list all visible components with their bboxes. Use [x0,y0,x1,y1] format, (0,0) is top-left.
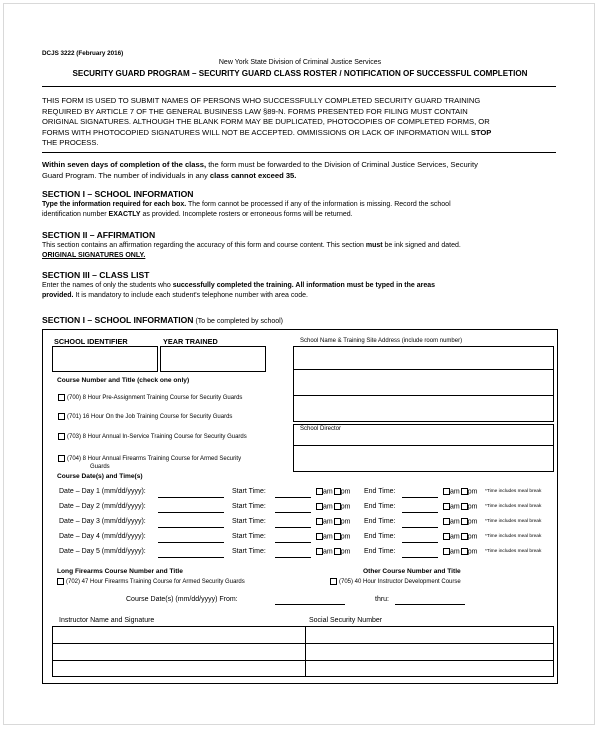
checkbox[interactable] [334,503,341,510]
meal-note: *Time includes meal break [485,504,542,509]
day-label: Date – Day 1 (mm/dd/yyyy): [59,488,146,495]
end-time-label: End Time: [364,518,396,525]
thru-label: thru: [375,596,390,603]
course-option-704-cont: Guards [90,464,110,470]
from-date-field[interactable] [275,604,345,605]
course-option-703[interactable]: (703) 8 Hour Annual In-Service Training Course for Security Guards [58,433,247,440]
meal-note: *Time includes meal break [485,519,542,524]
end-ampm[interactable]: am pm [443,518,477,525]
start-time-label: Start Time: [232,503,266,510]
column-divider [305,627,306,676]
checkbox[interactable] [443,503,450,510]
day-label: Date – Day 5 (mm/dd/yyyy): [59,548,146,555]
checkbox[interactable] [58,455,65,462]
section-3-text: Enter the names of only the students who successfully completed the training. All information must be typed in the areas provided. It is mandatory to include each student's telephone number with area code. [42,282,436,299]
field-divider [294,395,553,396]
section-3-heading: SECTION III – CLASS LIST [42,270,150,280]
course-dates-from-label: Course Date(s) (mm/dd/yyyy) From: [126,596,238,603]
form-title: SECURITY GUARD PROGRAM – SECURITY GUARD CLASS ROSTER / NOTIFICATION OF SUCCESSFUL COMPLETION [72,69,528,78]
start-ampm[interactable]: am pm [316,503,350,510]
other-course-title: Other Course Number and Title [363,568,461,575]
end-time-label: End Time: [364,503,396,510]
checkbox[interactable] [334,548,341,555]
day-date-field[interactable] [158,497,224,498]
checkbox[interactable] [443,533,450,540]
checkbox[interactable] [334,488,341,495]
end-time-field[interactable] [402,497,438,498]
course-option-700[interactable]: (700) 8 Hour Pre-Assignment Training Course for Security Guards [58,394,242,401]
checkbox[interactable] [443,548,450,555]
section-1-text: Type the information required for each box. The form cannot be processed if any of the information is missing. Record the school identification number EXACTLY as provided. Incomplete rosters or erroneous forms will be returned. [42,201,451,218]
day-label: Date – Day 2 (mm/dd/yyyy): [59,503,146,510]
intro-line: ORIGINAL SIGNATURES. ALTHOUGH THE BLANK FORM MAY BE DUPLICATED, PHOTOCOPIES OF COMPLETED FORMS, OR [42,117,490,127]
course-dates-label: Course Date(s) and Time(s) [57,473,143,480]
start-ampm[interactable]: am pm [316,488,350,495]
start-time-label: Start Time: [232,548,266,555]
checkbox[interactable] [58,433,65,440]
deadline-paragraph: Within seven days of completion of the class, the form must be forwarded to the Division of Criminal Justice Services, Security Guard Program. The number of individuals in any class cannot exceed 35. [42,160,478,180]
row-divider [53,660,553,661]
start-ampm[interactable]: am pm [316,533,350,540]
school-director-label: School Director [300,426,342,432]
ssn-label: Social Security Number [309,617,383,624]
year-trained-label: YEAR TRAINED [163,337,218,346]
day-label: Date – Day 3 (mm/dd/yyyy): [59,518,146,525]
school-identifier-field[interactable] [52,346,158,372]
intro-line: FORMS WITH PHOTOCOPIED SIGNATURES WILL NOT BE ACCEPTED. OMMISSIONS OR LACK OF INFORMATION WILL STOP [42,127,492,137]
end-time-field[interactable] [402,557,438,558]
checkbox[interactable] [57,578,64,585]
checkbox[interactable] [461,503,468,510]
checkbox[interactable] [58,394,65,401]
start-ampm[interactable]: am pm [316,518,350,525]
instructor-table [52,626,554,677]
start-time-field[interactable] [275,527,311,528]
school-name-field[interactable] [293,346,554,422]
end-time-field[interactable] [402,542,438,543]
meal-note: *Time includes meal break [485,534,542,539]
start-time-label: Start Time: [232,488,266,495]
end-time-field[interactable] [402,527,438,528]
form-id: DCJS 3222 (February 2016) [42,50,124,57]
start-time-field[interactable] [275,542,311,543]
checkbox[interactable] [461,533,468,540]
school-name-label: School Name & Training Site Address (include room number) [300,338,463,344]
checkbox[interactable] [316,533,323,540]
intro-line: REQUIRED BY ARTICLE 7 OF THE GENERAL BUSINESS LAW §89-N. FORMS PRESENTED FOR FILING MUST CONTAIN [42,106,468,116]
course-number-title-label: Course Number and Title (check one only) [57,377,190,384]
section-2-heading: SECTION II – AFFIRMATION [42,230,156,240]
end-ampm[interactable]: am pm [443,488,477,495]
agency-name: New York State Division of Criminal Justice Services [218,59,382,66]
intro-paragraph [42,96,562,149]
checkbox[interactable] [443,488,450,495]
field-divider [294,369,553,370]
field-divider [294,445,553,446]
long-firearms-option[interactable]: (702) 47 Hour Firearms Training Course for Armed Security Guards [57,578,245,585]
end-time-label: End Time: [364,533,396,540]
checkbox[interactable] [330,578,337,585]
course-option-701[interactable]: (701) 16 Hour On the Job Training Course for Security Guards [58,413,232,420]
school-identifier-label: SCHOOL IDENTIFIER [54,337,128,346]
instructor-label: Instructor Name and Signature [59,617,155,624]
section-2-text: This section contains an affirmation regarding the accuracy of this form and course content. This section must be ink signed and dated. ORIGINAL SIGNATURES ONLY. [42,242,461,259]
start-time-field[interactable] [275,497,311,498]
section-1-heading: SECTION I – SCHOOL INFORMATION [42,189,194,199]
day-date-field[interactable] [158,527,224,528]
long-firearms-title: Long Firearms Course Number and Title [57,568,183,575]
checkbox[interactable] [58,413,65,420]
start-ampm[interactable]: am pm [316,548,350,555]
checkbox[interactable] [334,533,341,540]
start-time-label: Start Time: [232,533,266,540]
intro-line: THIS FORM IS USED TO SUBMIT NAMES OF PERSONS WHO SUCCESSFULLY COMPLETED SECURITY GUARD TRAINING [42,96,481,105]
checkbox[interactable] [461,518,468,525]
intro-line: THE PROCESS. [42,138,99,148]
day-date-field[interactable] [158,512,224,513]
other-course-option[interactable]: (705) 40 Hour Instructor Development Course [330,578,461,585]
meal-note: *Time includes meal break [485,489,542,494]
start-time-field[interactable] [275,512,311,513]
end-ampm[interactable]: am pm [443,503,477,510]
end-ampm[interactable]: am pm [443,533,477,540]
checkbox[interactable] [461,548,468,555]
form-section-title: SECTION I – SCHOOL INFORMATION (To be completed by school) [42,315,284,325]
checkbox[interactable] [316,518,323,525]
title-rule [42,86,556,87]
end-time-field[interactable] [402,512,438,513]
intro-rule [42,152,556,153]
day-date-field[interactable] [158,542,224,543]
start-time-label: Start Time: [232,518,266,525]
year-trained-field[interactable] [160,346,266,372]
checkbox[interactable] [443,518,450,525]
end-time-label: End Time: [364,548,396,555]
day-date-field[interactable] [158,557,224,558]
checkbox[interactable] [334,518,341,525]
end-ampm[interactable]: am pm [443,548,477,555]
school-director-field[interactable] [293,424,554,472]
end-time-label: End Time: [364,488,396,495]
day-label: Date – Day 4 (mm/dd/yyyy): [59,533,146,540]
checkbox[interactable] [461,488,468,495]
row-divider [53,643,553,644]
checkbox[interactable] [316,503,323,510]
meal-note: *Time includes meal break [485,549,542,554]
thru-date-field[interactable] [395,604,465,605]
checkbox[interactable] [316,548,323,555]
checkbox[interactable] [316,488,323,495]
course-option-704[interactable]: (704) 8 Hour Annual Firearms Training Course for Armed Security [58,455,241,462]
start-time-field[interactable] [275,557,311,558]
